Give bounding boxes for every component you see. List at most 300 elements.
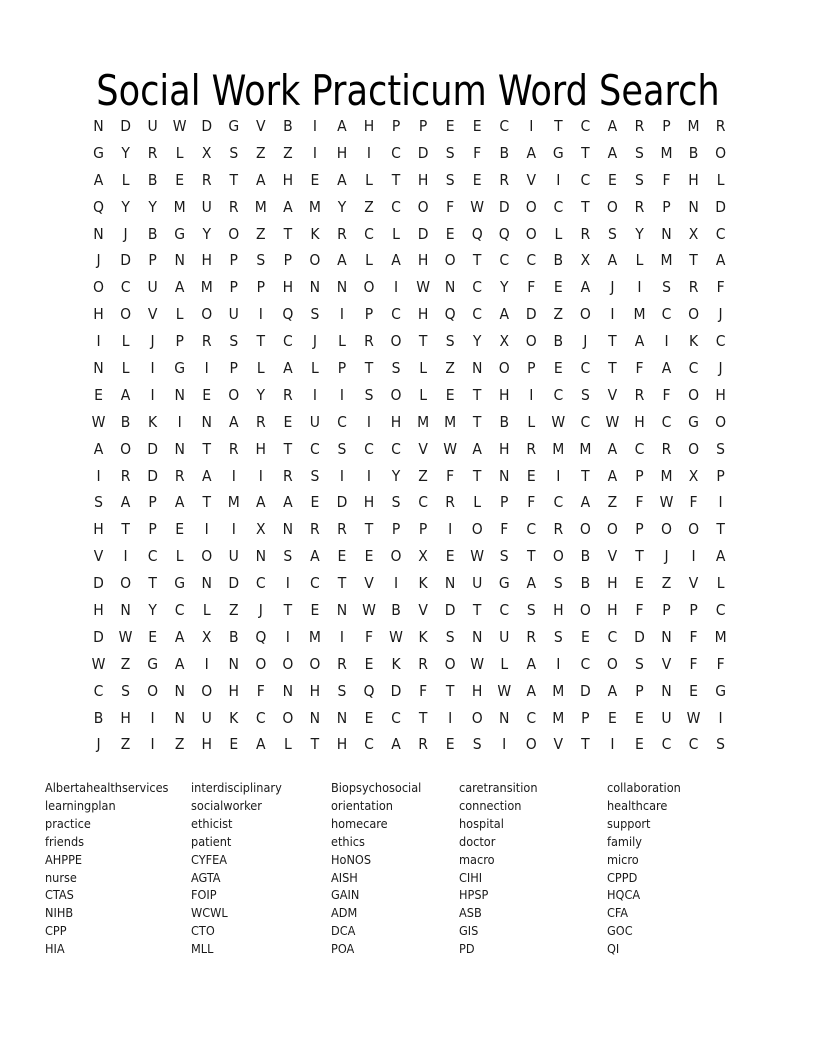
grid-cell[interactable]: S	[310, 305, 320, 324]
grid-cell[interactable]: N	[444, 574, 456, 593]
grid-cell[interactable]: C	[391, 439, 401, 458]
grid-cell[interactable]: Q	[255, 627, 267, 646]
grid-cell[interactable]: T	[472, 466, 482, 485]
grid-cell[interactable]: I	[96, 332, 101, 351]
grid-cell[interactable]: D	[147, 466, 158, 485]
grid-cell[interactable]: C	[580, 117, 591, 135]
grid-cell[interactable]: S	[229, 143, 239, 162]
grid-cell[interactable]: C	[255, 708, 266, 727]
grid-cell[interactable]: O	[715, 412, 727, 431]
grid-cell[interactable]: N	[201, 574, 212, 593]
grid-cell[interactable]: G	[147, 654, 159, 673]
grid-cell[interactable]: C	[634, 439, 645, 458]
grid-cell[interactable]: C	[715, 601, 726, 620]
grid-cell[interactable]: A	[526, 143, 537, 162]
grid-cell[interactable]: D	[120, 117, 131, 135]
grid-cell[interactable]: Q	[282, 305, 294, 324]
word-list-item[interactable]: CYFEA	[191, 851, 228, 867]
grid-cell[interactable]: Y	[472, 332, 482, 351]
grid-cell[interactable]: P	[229, 359, 238, 378]
grid-cell[interactable]: A	[283, 493, 293, 512]
grid-cell[interactable]: O	[282, 654, 294, 673]
grid-cell[interactable]: O	[255, 654, 267, 673]
grid-cell[interactable]: U	[499, 627, 510, 646]
grid-cell[interactable]: K	[310, 224, 320, 243]
grid-cell[interactable]: N	[282, 520, 294, 539]
grid-cell[interactable]: A	[120, 385, 131, 404]
word-list-item[interactable]: hospital	[459, 815, 504, 831]
grid-cell[interactable]: I	[556, 654, 561, 673]
grid-cell[interactable]: E	[553, 278, 563, 297]
grid-cell[interactable]: D	[444, 601, 456, 620]
grid-cell[interactable]: L	[554, 224, 563, 243]
grid-cell[interactable]: B	[580, 547, 591, 566]
grid-cell[interactable]: A	[526, 654, 537, 673]
grid-cell[interactable]: U	[201, 708, 212, 727]
grid-cell[interactable]: T	[472, 412, 482, 431]
grid-cell[interactable]: P	[148, 520, 157, 539]
grid-cell[interactable]: I	[529, 117, 534, 135]
grid-cell[interactable]: I	[393, 278, 399, 297]
grid-cell[interactable]: N	[471, 627, 483, 646]
grid-cell[interactable]: N	[661, 681, 672, 700]
grid-cell[interactable]: N	[336, 708, 348, 727]
grid-cell[interactable]: T	[608, 359, 617, 378]
grid-cell[interactable]: A	[472, 439, 482, 458]
grid-cell[interactable]: E	[526, 466, 536, 485]
grid-cell[interactable]: L	[365, 170, 373, 189]
grid-cell[interactable]: E	[635, 574, 644, 593]
grid-cell[interactable]: H	[336, 143, 348, 162]
grid-cell[interactable]: Z	[174, 735, 185, 754]
grid-cell[interactable]: D	[390, 681, 402, 700]
grid-cell[interactable]: W	[686, 708, 701, 727]
grid-cell[interactable]: R	[283, 385, 293, 404]
grid-cell[interactable]: E	[472, 170, 482, 189]
grid-cell[interactable]: C	[418, 493, 428, 512]
grid-cell[interactable]: C	[553, 493, 564, 512]
grid-cell[interactable]: E	[445, 117, 455, 135]
grid-cell[interactable]: H	[390, 412, 402, 431]
word-list-item[interactable]: connection	[459, 797, 522, 813]
grid-cell[interactable]: C	[715, 332, 726, 351]
grid-cell[interactable]: E	[608, 708, 617, 727]
grid-cell[interactable]: P	[635, 520, 644, 539]
grid-cell[interactable]: M	[173, 197, 186, 216]
grid-cell[interactable]: P	[391, 520, 401, 539]
grid-cell[interactable]: A	[607, 681, 618, 700]
grid-cell[interactable]: A	[499, 305, 509, 324]
word-list-item[interactable]: POA	[331, 941, 355, 957]
grid-cell[interactable]: F	[662, 170, 671, 189]
word-list-item[interactable]: AISH	[331, 869, 358, 885]
grid-cell[interactable]: P	[229, 251, 238, 270]
grid-cell[interactable]: O	[661, 520, 672, 539]
grid-cell[interactable]: R	[526, 439, 537, 458]
grid-cell[interactable]: T	[472, 385, 482, 404]
grid-cell[interactable]: X	[256, 520, 266, 539]
grid-cell[interactable]: N	[120, 601, 131, 620]
word-list-item[interactable]: doctor	[459, 833, 496, 849]
grid-cell[interactable]: Y	[391, 466, 401, 485]
grid-cell[interactable]: R	[147, 143, 158, 162]
grid-cell[interactable]: O	[579, 305, 591, 324]
grid-cell[interactable]: I	[691, 547, 696, 566]
grid-cell[interactable]: X	[201, 627, 212, 646]
grid-cell[interactable]: S	[445, 170, 455, 189]
grid-cell[interactable]: N	[336, 601, 348, 620]
grid-cell[interactable]: A	[337, 170, 347, 189]
grid-cell[interactable]: O	[120, 574, 132, 593]
grid-cell[interactable]: Y	[148, 197, 157, 216]
grid-cell[interactable]: C	[472, 278, 483, 297]
grid-cell[interactable]: P	[635, 466, 644, 485]
grid-cell[interactable]: N	[255, 547, 267, 566]
word-list-item[interactable]: HQCA	[607, 887, 641, 903]
grid-cell[interactable]: M	[308, 627, 321, 646]
grid-cell[interactable]: F	[635, 493, 644, 512]
grid-cell[interactable]: H	[417, 305, 429, 324]
grid-cell[interactable]: I	[150, 359, 155, 378]
grid-cell[interactable]: H	[715, 385, 726, 404]
grid-cell[interactable]: B	[120, 412, 131, 431]
grid-cell[interactable]: U	[228, 547, 239, 566]
grid-cell[interactable]: C	[174, 601, 185, 620]
grid-cell[interactable]: N	[444, 278, 456, 297]
grid-cell[interactable]: N	[309, 278, 321, 297]
grid-cell[interactable]: H	[498, 385, 510, 404]
grid-cell[interactable]: C	[282, 332, 293, 351]
grid-cell[interactable]: H	[363, 493, 375, 512]
grid-cell[interactable]: A	[607, 251, 618, 270]
grid-cell[interactable]: O	[688, 439, 700, 458]
grid-cell[interactable]: E	[635, 735, 644, 754]
grid-cell[interactable]: J	[96, 251, 101, 270]
grid-cell[interactable]: U	[201, 197, 212, 216]
word-list-item[interactable]: ADM	[331, 905, 358, 921]
grid-cell[interactable]: W	[91, 654, 106, 673]
grid-cell[interactable]: B	[553, 251, 564, 270]
grid-cell[interactable]: M	[308, 197, 321, 216]
grid-cell[interactable]: X	[688, 466, 699, 485]
grid-cell[interactable]: T	[716, 520, 725, 539]
grid-cell[interactable]: C	[391, 708, 401, 727]
grid-cell[interactable]: A	[337, 117, 347, 135]
grid-cell[interactable]: A	[120, 493, 131, 512]
grid-cell[interactable]: R	[310, 520, 320, 539]
grid-cell[interactable]: R	[418, 654, 428, 673]
grid-cell[interactable]: V	[418, 439, 428, 458]
grid-cell[interactable]: A	[174, 627, 185, 646]
grid-cell[interactable]: H	[688, 170, 699, 189]
grid-cell[interactable]: T	[581, 143, 590, 162]
grid-cell[interactable]: E	[148, 627, 158, 646]
grid-cell[interactable]: T	[581, 735, 590, 754]
grid-cell[interactable]: C	[147, 547, 158, 566]
grid-cell[interactable]: H	[417, 251, 429, 270]
grid-cell[interactable]: A	[634, 332, 645, 351]
grid-cell[interactable]: Z	[256, 143, 266, 162]
grid-cell[interactable]: C	[715, 224, 726, 243]
grid-cell[interactable]: C	[499, 117, 510, 135]
grid-cell[interactable]: H	[607, 601, 618, 620]
grid-cell[interactable]: M	[633, 305, 646, 324]
grid-cell[interactable]: T	[121, 520, 130, 539]
grid-cell[interactable]: A	[337, 251, 347, 270]
grid-cell[interactable]: O	[525, 224, 537, 243]
grid-cell[interactable]: O	[471, 708, 483, 727]
grid-cell[interactable]: Y	[256, 385, 266, 404]
word-list-item[interactable]: homecare	[331, 815, 388, 831]
grid-cell[interactable]: L	[527, 412, 536, 431]
word-list-item[interactable]: DCA	[331, 923, 356, 939]
grid-cell[interactable]: S	[337, 681, 347, 700]
grid-cell[interactable]: C	[120, 278, 131, 297]
grid-cell[interactable]: P	[581, 708, 590, 727]
grid-cell[interactable]: E	[445, 385, 455, 404]
grid-cell[interactable]: N	[174, 439, 185, 458]
grid-cell[interactable]: C	[526, 708, 537, 727]
grid-cell[interactable]: M	[417, 412, 430, 431]
grid-cell[interactable]: V	[661, 654, 672, 673]
grid-cell[interactable]: B	[688, 143, 699, 162]
grid-cell[interactable]: E	[202, 385, 212, 404]
grid-cell[interactable]: S	[553, 627, 563, 646]
grid-cell[interactable]: W	[362, 601, 376, 620]
word-list-item[interactable]: GOC	[607, 923, 633, 939]
grid-cell[interactable]: T	[418, 708, 428, 727]
grid-cell[interactable]: K	[148, 412, 158, 431]
grid-cell[interactable]: H	[282, 170, 294, 189]
grid-cell[interactable]: S	[445, 143, 455, 162]
grid-cell[interactable]: H	[228, 681, 239, 700]
grid-cell[interactable]: Q	[363, 681, 375, 700]
grid-cell[interactable]: A	[580, 493, 591, 512]
grid-cell[interactable]: I	[556, 170, 561, 189]
grid-cell[interactable]: O	[417, 197, 429, 216]
grid-cell[interactable]: E	[608, 170, 617, 189]
word-list-item[interactable]: AHPPE	[45, 851, 83, 867]
grid-cell[interactable]: E	[283, 412, 293, 431]
word-list-item[interactable]: QI	[607, 941, 620, 957]
grid-cell[interactable]: I	[339, 627, 344, 646]
grid-cell[interactable]: B	[228, 627, 239, 646]
grid-cell[interactable]: S	[229, 332, 239, 351]
word-list-item[interactable]: caretransition	[459, 780, 538, 795]
grid-cell[interactable]: E	[445, 224, 455, 243]
grid-cell[interactable]: E	[580, 627, 590, 646]
grid-cell[interactable]: O	[715, 143, 727, 162]
grid-cell[interactable]: M	[579, 439, 592, 458]
grid-cell[interactable]: L	[716, 574, 725, 593]
word-list-item[interactable]: CPP	[45, 923, 67, 939]
grid-cell[interactable]: I	[231, 520, 236, 539]
grid-cell[interactable]: A	[607, 466, 618, 485]
grid-cell[interactable]: A	[526, 681, 537, 700]
grid-cell[interactable]: I	[610, 305, 615, 324]
grid-cell[interactable]: C	[337, 412, 347, 431]
grid-cell[interactable]: O	[147, 681, 159, 700]
grid-cell[interactable]: D	[525, 305, 537, 324]
grid-cell[interactable]: S	[635, 170, 644, 189]
word-list-item[interactable]: socialworker	[191, 797, 262, 813]
grid-cell[interactable]: N	[661, 627, 672, 646]
grid-cell[interactable]: C	[310, 439, 320, 458]
grid-cell[interactable]: S	[445, 627, 455, 646]
grid-cell[interactable]: H	[120, 708, 131, 727]
grid-cell[interactable]: F	[689, 493, 698, 512]
grid-cell[interactable]: H	[363, 117, 375, 135]
grid-cell[interactable]: S	[310, 466, 320, 485]
grid-cell[interactable]: U	[309, 412, 320, 431]
grid-cell[interactable]: T	[608, 332, 617, 351]
grid-cell[interactable]: H	[498, 439, 510, 458]
grid-cell[interactable]: C	[688, 735, 699, 754]
grid-cell[interactable]: L	[419, 359, 427, 378]
grid-cell[interactable]: A	[391, 735, 401, 754]
grid-cell[interactable]: R	[337, 224, 347, 243]
grid-cell[interactable]: N	[282, 681, 294, 700]
grid-cell[interactable]: J	[610, 278, 615, 297]
word-list-item[interactable]: HPSP	[459, 887, 489, 903]
grid-cell[interactable]: L	[175, 143, 184, 162]
grid-cell[interactable]: N	[174, 708, 185, 727]
grid-cell[interactable]: C	[364, 735, 374, 754]
grid-cell[interactable]: N	[661, 224, 672, 243]
grid-cell[interactable]: B	[391, 601, 401, 620]
grid-cell[interactable]: J	[718, 359, 723, 378]
grid-cell[interactable]: O	[309, 251, 321, 270]
word-list-item[interactable]: CIHI	[459, 869, 483, 885]
grid-cell[interactable]: E	[175, 520, 185, 539]
grid-cell[interactable]: W	[551, 412, 566, 431]
grid-cell[interactable]: E	[337, 547, 347, 566]
grid-cell[interactable]: O	[525, 197, 537, 216]
grid-cell[interactable]: Z	[553, 305, 564, 324]
grid-cell[interactable]: J	[718, 305, 723, 324]
grid-cell[interactable]: I	[312, 385, 317, 404]
grid-cell[interactable]: Y	[202, 224, 211, 243]
grid-cell[interactable]: F	[689, 627, 698, 646]
word-list-item[interactable]: ASB	[459, 905, 482, 921]
grid-cell[interactable]: I	[718, 708, 723, 727]
grid-cell[interactable]: I	[339, 385, 344, 404]
grid-cell[interactable]: M	[552, 708, 565, 727]
grid-cell[interactable]: P	[256, 278, 266, 297]
grid-cell[interactable]: I	[258, 305, 263, 324]
grid-cell[interactable]: D	[147, 439, 158, 458]
grid-cell[interactable]: I	[231, 466, 236, 485]
grid-cell[interactable]: J	[312, 332, 317, 351]
grid-cell[interactable]: L	[635, 251, 644, 270]
grid-cell[interactable]: S	[391, 493, 401, 512]
grid-cell[interactable]: U	[147, 278, 158, 297]
grid-cell[interactable]: H	[309, 681, 321, 700]
grid-cell[interactable]: R	[580, 224, 591, 243]
grid-cell[interactable]: R	[418, 735, 428, 754]
grid-cell[interactable]: O	[201, 681, 213, 700]
grid-cell[interactable]: T	[364, 359, 374, 378]
word-list-item[interactable]: HIA	[45, 941, 65, 957]
grid-cell[interactable]: J	[583, 332, 588, 351]
grid-cell[interactable]: Q	[471, 224, 483, 243]
word-list-item[interactable]: NIHB	[45, 905, 74, 921]
grid-cell[interactable]: N	[309, 708, 321, 727]
grid-cell[interactable]: H	[93, 601, 104, 620]
word-list-item[interactable]: practice	[45, 815, 91, 831]
grid-cell[interactable]: A	[174, 278, 185, 297]
grid-cell[interactable]: Q	[444, 305, 456, 324]
grid-cell[interactable]: O	[390, 385, 402, 404]
grid-cell[interactable]: C	[472, 305, 483, 324]
grid-cell[interactable]: L	[311, 359, 319, 378]
grid-cell[interactable]: R	[201, 170, 212, 189]
grid-cell[interactable]: M	[660, 251, 673, 270]
grid-cell[interactable]: E	[310, 493, 320, 512]
grid-cell[interactable]: A	[93, 170, 104, 189]
grid-cell[interactable]: P	[148, 493, 157, 512]
grid-cell[interactable]: O	[228, 224, 240, 243]
grid-cell[interactable]: O	[120, 439, 132, 458]
grid-cell[interactable]: T	[445, 681, 455, 700]
grid-cell[interactable]: E	[364, 654, 374, 673]
word-list-item[interactable]: nurse	[45, 869, 77, 885]
grid-cell[interactable]: J	[96, 735, 101, 754]
grid-cell[interactable]: I	[312, 143, 317, 162]
grid-cell[interactable]: R	[634, 117, 645, 135]
grid-cell[interactable]: T	[472, 251, 482, 270]
grid-cell[interactable]: R	[688, 278, 699, 297]
grid-cell[interactable]: M	[714, 627, 727, 646]
grid-cell[interactable]: C	[580, 359, 591, 378]
grid-cell[interactable]: I	[285, 627, 290, 646]
grid-cell[interactable]: V	[553, 735, 564, 754]
grid-cell[interactable]: A	[661, 359, 672, 378]
grid-cell[interactable]: D	[715, 197, 726, 216]
word-list-item[interactable]: MLL	[191, 941, 214, 957]
grid-cell[interactable]: U	[228, 305, 239, 324]
grid-cell[interactable]: O	[120, 305, 132, 324]
grid-cell[interactable]: P	[418, 117, 428, 135]
grid-cell[interactable]: A	[174, 654, 185, 673]
grid-cell[interactable]: H	[282, 278, 294, 297]
grid-cell[interactable]: O	[309, 654, 321, 673]
grid-cell[interactable]: E	[364, 547, 374, 566]
grid-cell[interactable]: S	[256, 251, 266, 270]
grid-cell[interactable]: T	[527, 547, 536, 566]
grid-cell[interactable]: T	[229, 170, 239, 189]
grid-cell[interactable]: B	[499, 143, 510, 162]
grid-cell[interactable]: T	[391, 170, 401, 189]
grid-cell[interactable]: J	[150, 332, 155, 351]
grid-cell[interactable]: H	[634, 412, 645, 431]
grid-cell[interactable]: Z	[120, 735, 131, 754]
grid-cell[interactable]: N	[499, 466, 510, 485]
grid-cell[interactable]: L	[175, 547, 184, 566]
grid-cell[interactable]: Z	[607, 493, 618, 512]
grid-cell[interactable]: U	[661, 708, 672, 727]
grid-cell[interactable]: P	[662, 601, 671, 620]
grid-cell[interactable]: A	[93, 439, 104, 458]
grid-cell[interactable]: D	[336, 493, 348, 512]
grid-cell[interactable]: I	[664, 332, 669, 351]
grid-cell[interactable]: R	[445, 493, 455, 512]
grid-cell[interactable]: C	[580, 654, 591, 673]
grid-cell[interactable]: C	[526, 520, 537, 539]
grid-cell[interactable]: O	[606, 197, 618, 216]
grid-cell[interactable]: C	[93, 681, 104, 700]
grid-cell[interactable]: V	[607, 385, 618, 404]
